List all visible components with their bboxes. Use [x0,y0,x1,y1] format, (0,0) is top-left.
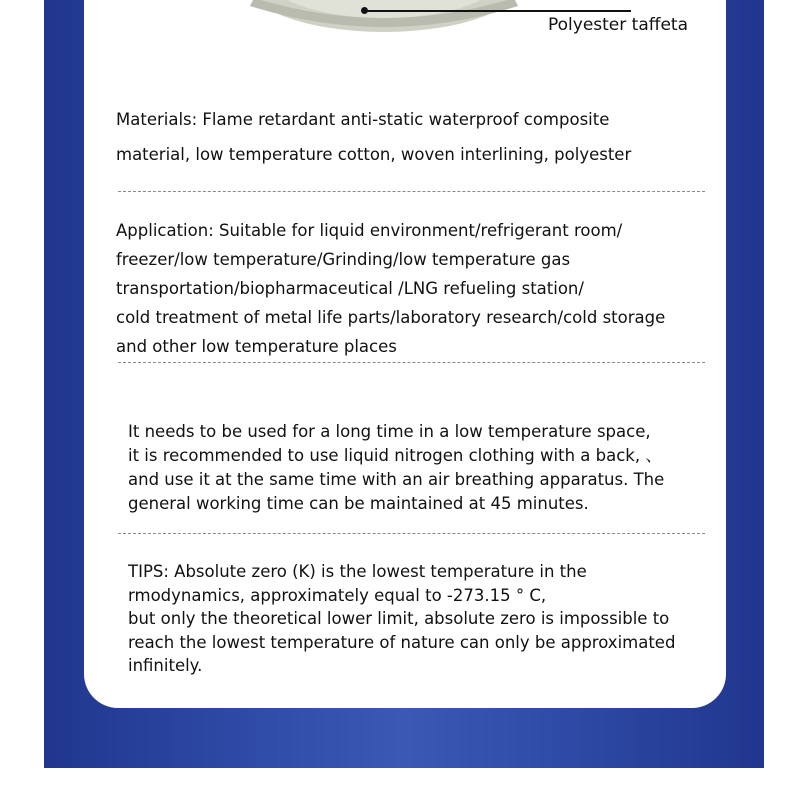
application-line: transportation/biopharmaceutical /LNG refueling station/ [116,279,584,298]
tips-line: reach the lowest temperature of nature can only be approximated [128,632,676,652]
usage-line: general working time can be maintained at 45 minutes. [128,494,589,513]
materials-paragraph [116,102,631,172]
materials-line: Materials: Flame retardant anti-static waterproof composite [116,110,610,129]
materials-line: material, low temperature cotton, woven interlining, polyester [116,145,632,164]
usage-paragraph [128,420,664,516]
callout-label: Polyester taffeta [548,15,689,35]
fabric-product-image [234,0,534,35]
tips-paragraph [128,560,675,678]
tips-line: rmodynamics, approximately equal to -273.15 ° C, [128,585,547,605]
usage-line: it is recommended to use liquid nitrogen clothing with a back, 、 [128,446,662,465]
application-line: freezer/low temperature/Grinding/low temperature gas [116,250,571,269]
dashed-divider [118,191,705,192]
application-line: Application: Suitable for liquid environment/refrigerant room/ [116,221,623,240]
usage-line: and use it at the same time with an air breathing apparatus. The [128,470,665,489]
application-line: and other low temperature places [116,337,397,356]
tips-line: TIPS: Absolute zero (K) is the lowest temperature in the [128,562,587,581]
dashed-divider [118,533,705,534]
tips-line: but only the theoretical lower limit, absolute zero is impossible to [128,609,670,628]
application-paragraph [116,216,665,361]
dashed-divider [118,362,705,363]
tips-line: infinitely. [128,656,203,675]
application-line: cold treatment of metal life parts/laboratory research/cold storage [116,308,666,327]
usage-line: It needs to be used for a long time in a low temperature space, [128,422,651,441]
info-card [84,0,726,708]
callout-leader-line [364,10,631,12]
